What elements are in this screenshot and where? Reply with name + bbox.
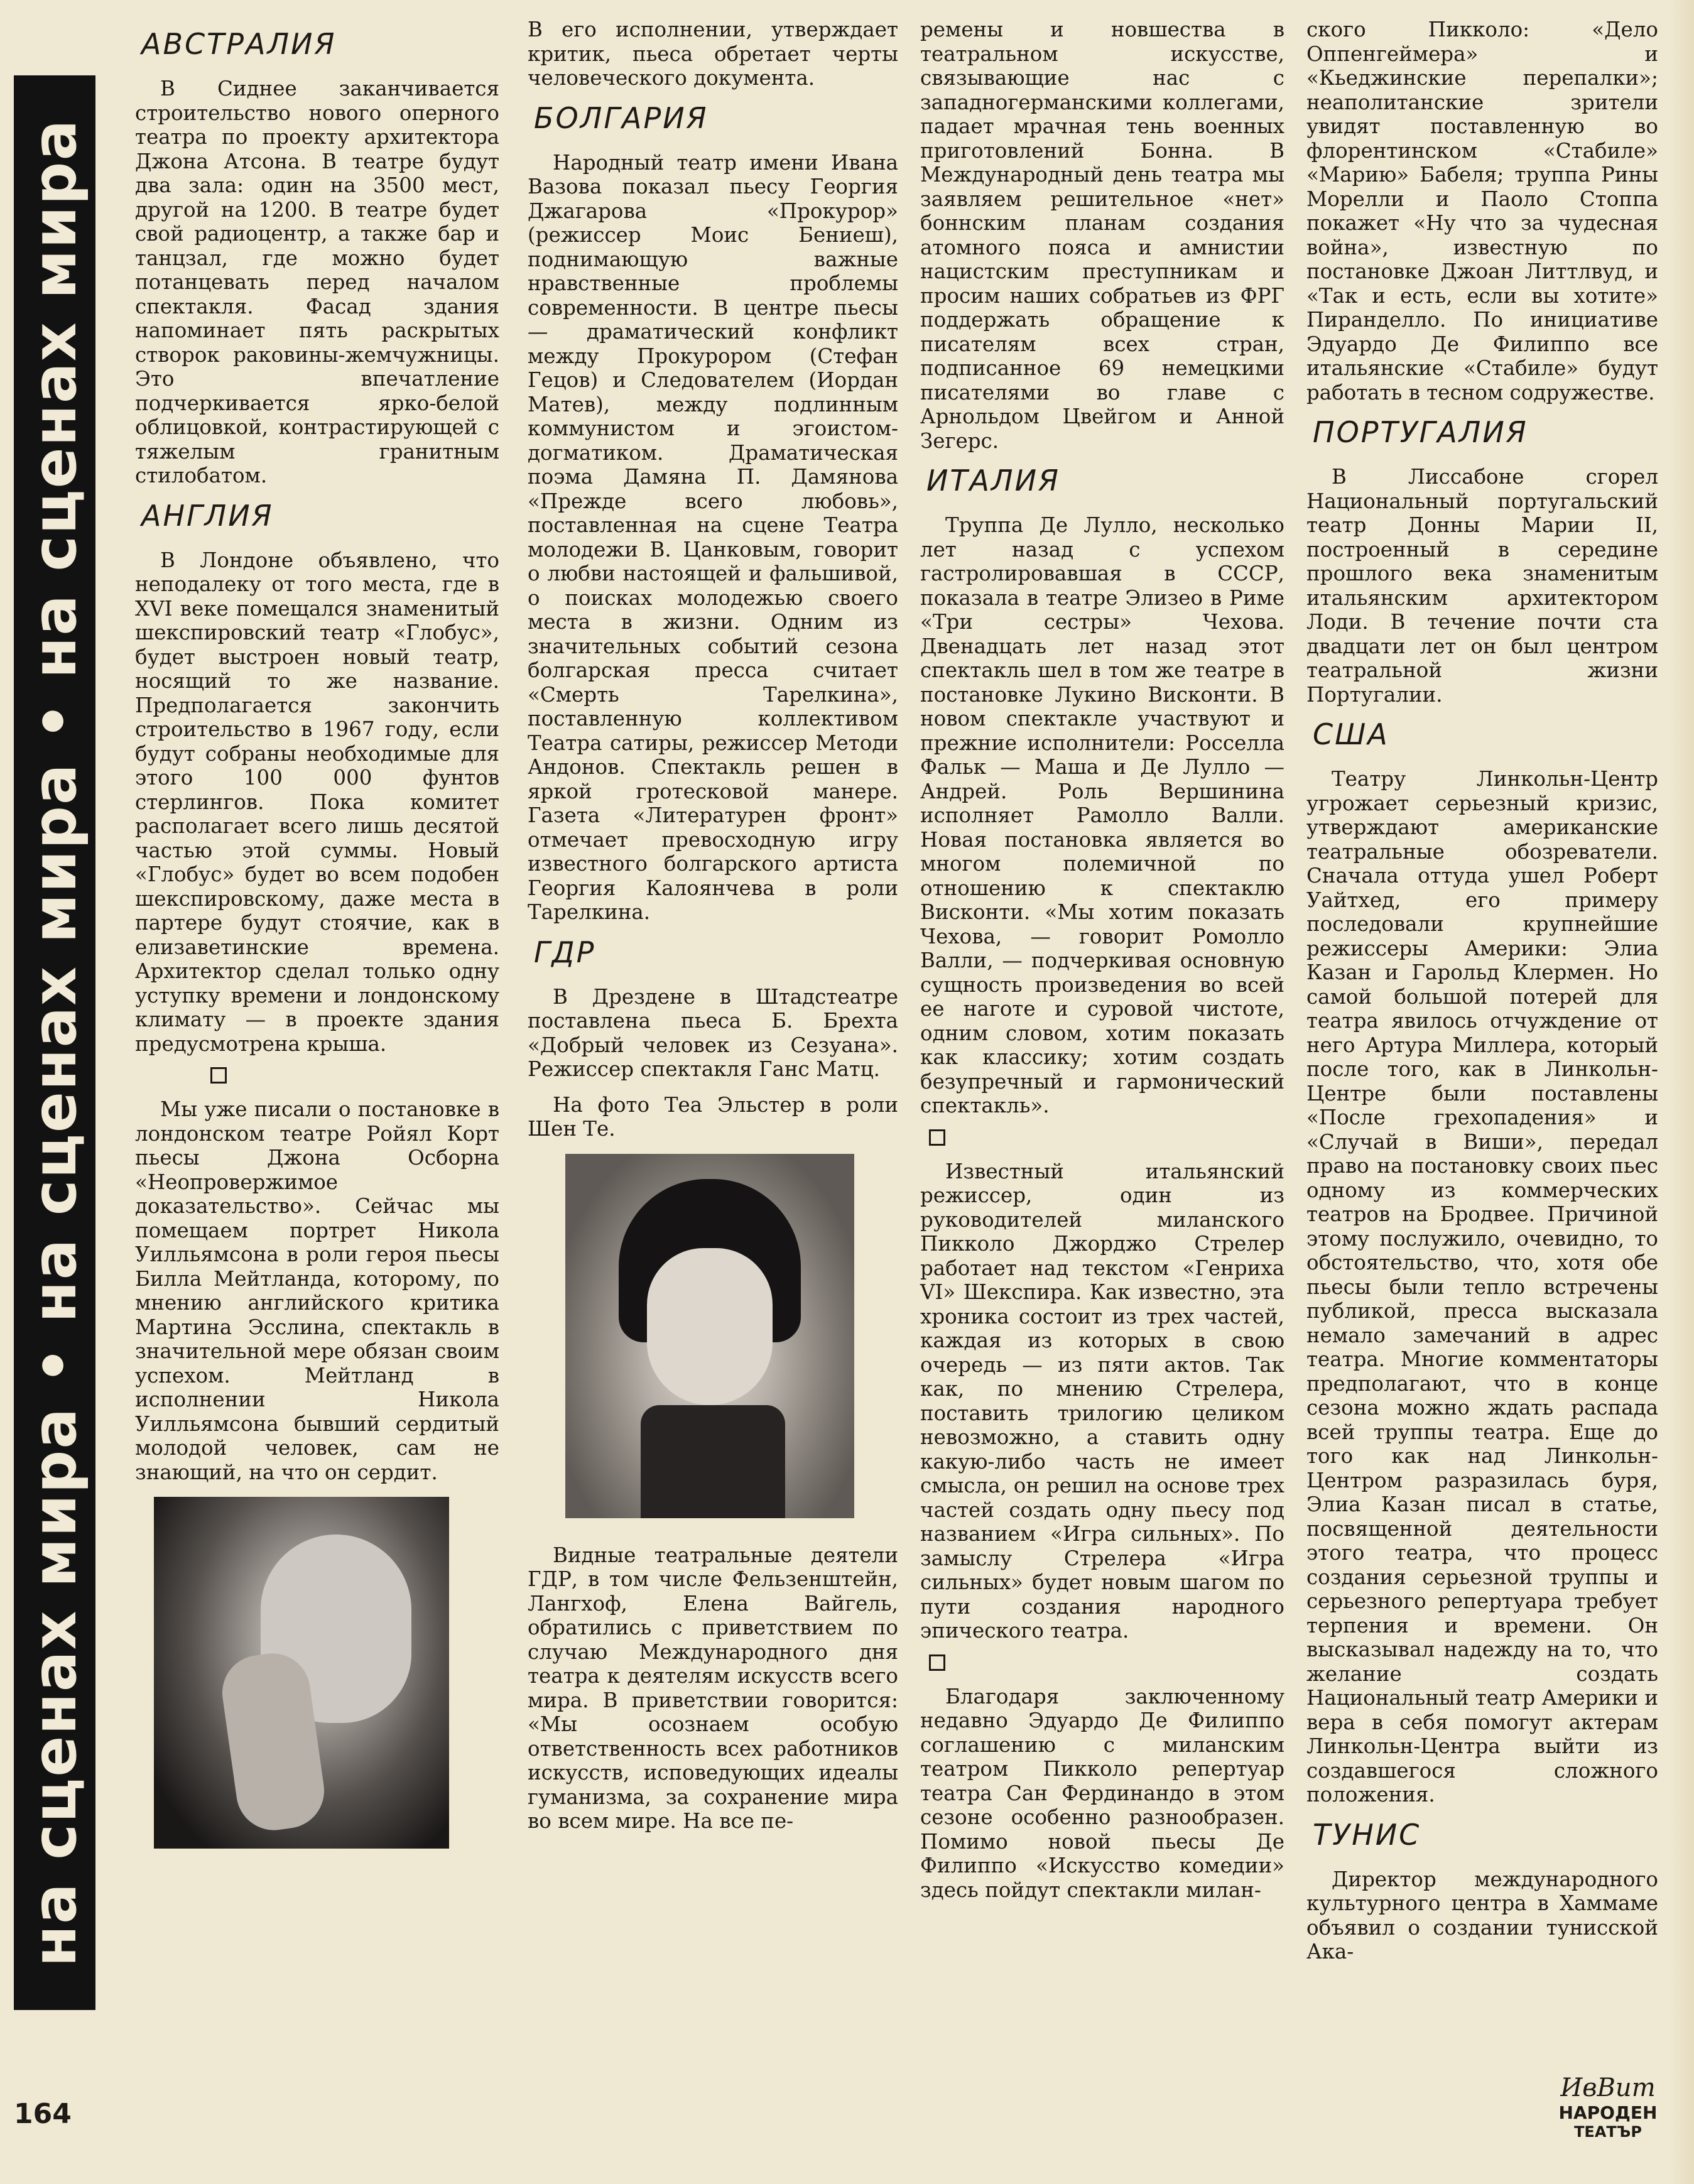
watermark-logo (1551, 2073, 1664, 2161)
heading-gdr: ГДР (534, 935, 596, 969)
paragraph-italy-de-lullo: Труппа Де Лулло, несколько лет назад с успехом гастролировавшая в СССР, показала в театре Элизео в Риме «Три сестры» Чехова. Двенадцать лет назад этот спектакль шел в том же театре в постановке Лукино Висконти. В новом спектакле участвуют и прежние исполнители: Росселла Фальк — Маша и Де Лулло — Андрей. Роль Вершинина исполняет Рамолло Валли. Новая постановка является во многом полемичной по отношению к спектаклю Висконти. «Мы хотим показать Чехова, — говорит Ромолло Валли, — подчеркивая основную сущность произведения во всей ее наготе и суровой чистоте, одним словом, хотим показать как классику; хотим создать безупречный и гармонический спектакль». (920, 513, 1284, 1117)
paragraph-australia: В Сиднее заканчивается строительство нового оперного театра по проекту архитектора Джона Атсона. В театре будут два зала: один на 3500 мест, другой на 1200. В театре будет свой радиоцентр, а также бар и танцзал, где можно будет потанцевать перед началом спектакля. Фасад здания напоминает пять раскрытых створок раковины-жемчужницы. Это впечатление подчеркивается ярко-белой облицовкой, контрастирующей с тяжелым гранитным стилобатом. (135, 77, 499, 487)
photo-williamson (154, 1497, 449, 1849)
column-1 (135, 18, 499, 1874)
paragraph-tunisia: Директор международного культурного центра в Хаммаме объявил о создании тунисской Ака- (1306, 1867, 1658, 1964)
page-number: 164 (14, 2098, 72, 2130)
section-separator (929, 1654, 945, 1671)
column-4 (1306, 18, 1658, 1975)
heading-italy: ИТАЛИЯ (926, 464, 1060, 497)
column-3 (920, 18, 1284, 1913)
paragraph-continuation: ского Пикколо: «Дело Оппенгеймера» и «Кьеджинские перепалки»; неаполитанские зрители увидят поставленную во флорентинском «Стабиле» «Марию» Бабеля; труппа Рины Морелли и Паоло Стоппа покажет «Ну что за чудесная война», известную по постановке Джоан Литтлвуд, и «Так и есть, если вы хотите» Пиранделло. По инициативе Эдуардо Де Филиппо все итальянские «Стабиле» будут работать в тесном содружестве. (1306, 18, 1658, 405)
heading-england: АНГЛИЯ (141, 498, 274, 533)
paragraph-italy-de-filippo: Благодаря заключенному недавно Эдуардо Де Филиппо соглашению с миланским театром Пикколо репертуар театра Сан Фердинандо в этом сезоне особенно разнообразен. Помимо новой пьесы Де Филиппо «Искусство комедии» здесь пойдут спектакли милан- (920, 1684, 1284, 1902)
paragraph-gdr-greeting: Видные театральные деятели ГДР, в том числе Фельзенштейн, Лангхоф, Елена Вайгель, обратились с приветствием по случаю Международного дня театра к деятелям искусств всего мира. В приветствии говорится: «Мы осознаем особую ответственность всех работников искусств, исповедующих идеалы гуманизма, за сохранение мира во всем мире. На все пе- (528, 1543, 898, 1833)
paragraph-bulgaria: Народный театр имени Ивана Вазова показал пьесу Георгия Джагарова «Прокурор» (режиссер Моис Бениеш), поднимающую важные нравственные проблемы современности. В центре пьесы — драматический конфликт между Прокурором (Стефан Гецов) и Следователем (Иордан Матев), между подлинным коммунистом и эгоистом-догматиком. Драматическая поэма Дамяна П. Дамянова «Прежде всего любовь», поставленная на сцене Театра молодежи В. Цанковым, говорит о любви настоящей и фальшивой, о поисках молодежью своего места в жизни. Одним из значительных событий сезона болгарская пресса считает «Смерть Тарелкина», поставленную коллективом Театра сатиры, режиссер Методи Андонов. Спектакль решен в яркой гротесковой манере. Газета «Литературен фронт» отмечает превосходную игру известного болгарского артиста Георгия Калоянчева в роли Тарелкина. (528, 150, 898, 924)
paragraph-usa: Театру Линкольн-Центр угрожает серьезный кризис, утверждают американские театральные обозреватели. Сначала оттуда ушел Роберт Уайтхед, его примеру последовали крупнейшие режиссеры Америки: Элиа Казан и Гарольд Клермен. Но самой большой потерей для театра явилось отчуждение от него Артура Миллера, который после того, как в Линкольн-Центре были поставлены «После грехопадения» и «Случай в Виши», передал право на постановку своих пьес одному из коммерческих театров на Бродвее. Причиной этому послужило, очевидно, то обстоятельство, что, хотя обе пьесы были тепло встречены публикой, пресса высказала немало замечаний в адрес театра. Многие комментаторы предполагают, что в конце сезона можно ждать распада всей труппы театра. Еще до того как над Линкольн-Центром разразилась буря, Элиа Казан писал в статье, посвященной деятельности этого театра, что процесс создания серьезной труппы и серьезного репертуара требует терпения и времени. Он высказывал надежду на то, что желание создать Национальный театр Америки и вера в себя помогут актерам Линкольн-Центра выйти из создавшегося сложного положения. (1306, 767, 1659, 1806)
section-separator (210, 1067, 227, 1084)
paragraph-gdr-brecht: В Дрездене в Штадстеатре поставлена пьеса Б. Брехта «Добрый человек из Сезуана». Режиссер спектакля Ганс Матц. (528, 984, 898, 1081)
photo-face-shape (647, 1248, 773, 1405)
logo-signature: ИвВит (1560, 2073, 1656, 2102)
paragraph-continuation: ремены и новшества в театральном искусстве, связывающие нас с западногерманскими коллегами, падает мрачная тень военных приготовлений Бонна. В Международный день театра мы заявляем решительное «нет» боннским планам создания атомного пояса и амнистии нацистским преступникам и просим наших собратьев из ФРГ поддержать обращение к писателям всех стран, подписанное 69 немецкими писателями во главе с Арнольдом Цвейгом и Анной Зегерс. (920, 18, 1284, 453)
page-edge (1669, 0, 1694, 2184)
paragraph-portugal: В Лиссабоне сгорел Национальный португальский театр Донны Марии II, построенный в середине прошлого века знаменитым итальянским архитектором Лоди. В течение почти ста двадцати лет он был центром театральной жизни Португалии. (1306, 465, 1658, 707)
heading-bulgaria: БОЛГАРИЯ (534, 101, 709, 135)
paragraph-continuation: В его исполнении, утверждает критик, пьеса обретает черты человеческого документа. (528, 18, 898, 90)
heading-usa: США (1313, 717, 1389, 751)
paragraph-italy-strehler: Известный итальянский режиссер, один из руководителей миланского Пикколо Джорджо Стрелер работает над текстом «Генриха VI» Шекспира. Как известно, эта хроника состоит из трех частей, каждая из которых в свою очередь — из пяти актов. Так как, по мнению Стрелера, поставить трилогию целиком невозможно, а ставить одну какую-либо часть не имеет смысла, он решил на основе трех частей создать одну пьесу под названием «Игра сильных». По замыслу Стрелера «Игра сильных» будет новым шагом по пути создания народного эпического театра. (920, 1159, 1284, 1643)
spine-banner (14, 75, 95, 2010)
paragraph-england-globe: В Лондоне объявлено, что неподалеку от того места, где в XVI веке помещался знаменитый шекспировский театр «Глобус», будет выстроен новый театр, носящий то же название. Предполагается закончить строительство в 1967 году, если будут собраны необходимые для этого 100 000 фунтов стерлингов. Пока комитет располагает всего лишь десятой частью этой суммы. Новый «Глобус» будет во всем подобен шекспировскому, даже места в партере будут стоячие, как в елизаветинские времена. Архитектор сделал только одну уступку времени и лондонскому климату — в проекте здания предусмотрена крыша. (135, 548, 499, 1056)
heading-tunisia: ТУНИС (1313, 1817, 1421, 1852)
spine-title: на сценах мира • на сценах мира • на сценах мира (19, 118, 90, 1967)
logo-line-2: ТЕАТЪР (1574, 2123, 1642, 2141)
section-separator (929, 1129, 945, 1146)
heading-australia: АВСТРАЛИЯ (141, 27, 337, 61)
column-2 (528, 18, 898, 1845)
photo-collar-shape (641, 1405, 785, 1518)
photo-caption: На фото Теа Эльстер в роли Шен Те. (528, 1092, 898, 1141)
heading-portugal: ПОРТУГАЛИЯ (1313, 415, 1528, 449)
paragraph-england-osborne: Мы уже писали о постановке в лондонском театре Ройял Корт пьесы Джона Осборна «Неопровержимое доказательство». Сейчас мы помещаем портрет Никола Уилльямсона в роли героя пьесы Билла Мейтланда, которому, по мнению английского критика Мартина Эсслина, спектакль в значительной мере обязан своим успехом. Мейтланд в исполнении Никола Уилльямсона бывший сердитый молодой человек, сам не знающий, на что он сердит. (135, 1097, 499, 1484)
photo-thea-elster (565, 1154, 854, 1518)
logo-line-1: НАРОДЕН (1558, 2102, 1658, 2123)
